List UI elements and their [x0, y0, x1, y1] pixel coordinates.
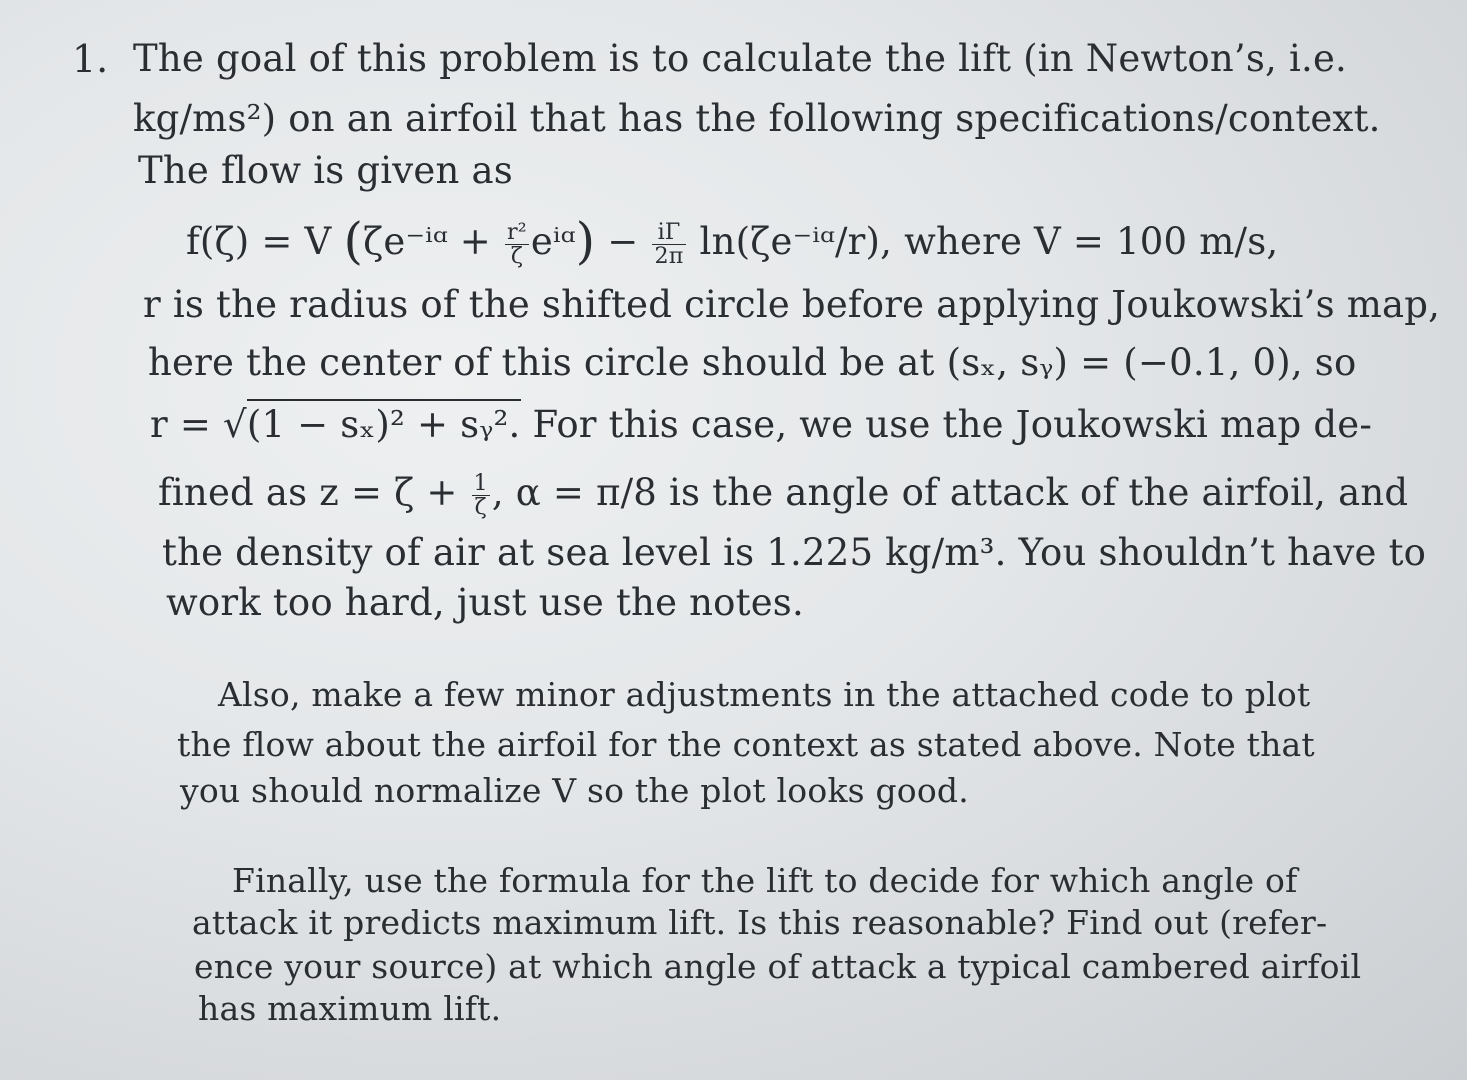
text-line: The flow is given as: [138, 149, 513, 192]
fraction-denominator: ζ: [474, 494, 487, 520]
problem-number: 1.: [72, 37, 109, 81]
formula-lhs: f(ζ) = V: [186, 220, 332, 263]
text-line: the flow about the airfoil for the context as stated above. Note that: [177, 725, 1315, 764]
formula-term1: ζe⁻ⁱᵅ +: [363, 220, 492, 263]
text-line: the density of air at sea level is 1.225 kg/m³. You shouldn’t have to: [162, 531, 1427, 574]
radius-formula-line: [150, 402, 1372, 448]
fraction-numerator: r²: [506, 218, 527, 245]
fraction-numerator: iΓ: [652, 221, 685, 245]
text-line: kg/ms²) on an airfoil that has the following specifications/context.: [133, 97, 1381, 140]
text-line: Also, make a few minor adjustments in the attached code to plot: [218, 675, 1311, 714]
text-line: Finally, use the formula for the lift to decide for which angle of: [232, 861, 1298, 900]
joukowski-prefix: fined as z = ζ +: [158, 471, 458, 514]
text-line: here the center of this circle should be at (sₓ, sᵧ) = (−0.1, 0), so: [148, 341, 1357, 384]
fraction-numerator: 1: [473, 469, 488, 496]
paren-open: (: [343, 212, 364, 270]
text-line: The goal of this problem is to calculate the lift (in Newton’s, i.e.: [133, 37, 1348, 80]
radius-suffix: For this case, we use the Joukowski map de-: [532, 403, 1373, 446]
radius-prefix: r =: [150, 403, 212, 446]
text-line: attack it predicts maximum lift. Is this reasonable? Find out (refer-: [192, 903, 1328, 942]
fraction-r2-over-zeta: [505, 218, 529, 269]
fraction-one-over-zeta: [472, 469, 490, 520]
text-line: you should normalize V so the plot looks good.: [180, 771, 969, 810]
text-line: has maximum lift.: [198, 989, 502, 1028]
fraction-denominator: 2π: [654, 243, 684, 269]
joukowski-suffix: , α = π/8 is the angle of attack of the airfoil, and: [491, 471, 1409, 514]
paren-close: ): [575, 212, 596, 270]
text-line: r is the radius of the shifted circle before applying Joukowski’s map,: [143, 283, 1441, 326]
flow-formula: [186, 212, 1279, 270]
sqrt-content: (1 − sₓ)² + sᵧ².: [247, 399, 521, 446]
joukowski-line: [158, 470, 1408, 519]
formula-term2: ln(ζe⁻ⁱᵅ/r), where V = 100 m/s,: [699, 220, 1279, 263]
formula-term1b: eⁱᵅ: [530, 220, 576, 263]
formula-minus: −: [607, 220, 639, 263]
fraction-igamma-over-2pi: [652, 218, 685, 269]
sqrt-sign: √: [223, 403, 247, 446]
fraction-denominator: ζ: [510, 243, 524, 269]
text-line: work too hard, just use the notes.: [166, 581, 804, 624]
text-line: ence your source) at which angle of attack a typical cambered airfoil: [194, 947, 1362, 986]
